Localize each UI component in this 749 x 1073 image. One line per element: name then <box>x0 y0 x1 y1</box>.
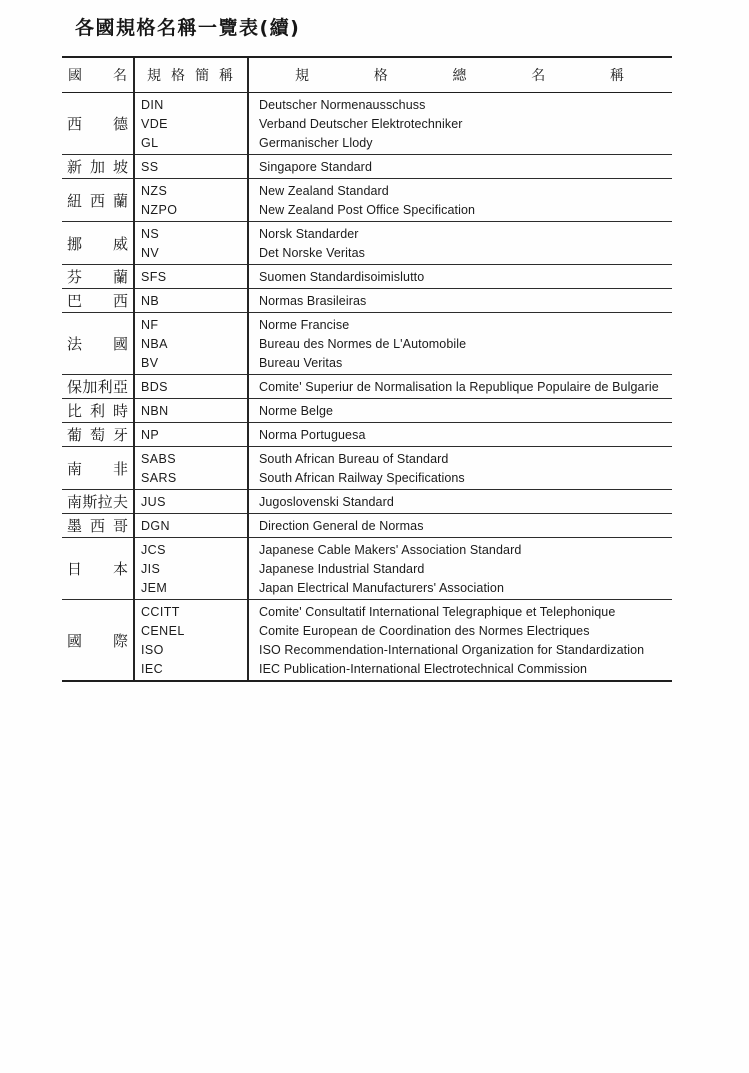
country-cell <box>62 93 133 154</box>
abbreviation-cell: JCS <box>141 542 166 557</box>
row-entries <box>133 155 672 178</box>
entry-line <box>133 377 672 396</box>
abbreviation-cell: JUS <box>141 494 166 509</box>
full-name-cell: Japanese Cable Makers' Association Standard <box>259 542 522 557</box>
abbreviation-cell: BDS <box>141 379 168 394</box>
column-divider-2 <box>247 58 249 680</box>
abbreviation-cell: NS <box>141 226 160 241</box>
table-row <box>62 538 672 600</box>
row-entries <box>133 289 672 312</box>
entry-line <box>133 133 672 152</box>
table-row <box>62 93 672 155</box>
entry-line <box>133 224 672 243</box>
country-cell <box>62 289 133 312</box>
abbreviation-cell: NBN <box>141 403 169 418</box>
table-header-row <box>62 58 672 93</box>
abbreviation-cell: NV <box>141 245 160 260</box>
table-row <box>62 447 672 490</box>
abbreviation-cell: NB <box>141 293 160 308</box>
entry-line <box>133 602 672 621</box>
table-row <box>62 179 672 222</box>
full-name-cell: Normas Brasileiras <box>259 293 367 308</box>
full-name-cell: IEC Publication-International Electrotechnical Commission <box>259 661 588 676</box>
full-name-cell: Japanese Industrial Standard <box>259 561 425 576</box>
country-cell <box>62 600 133 680</box>
entry-line <box>133 181 672 200</box>
row-entries <box>133 375 672 398</box>
entry-line <box>133 492 672 511</box>
row-entries <box>133 313 672 374</box>
full-name-cell: Norme Belge <box>259 403 334 418</box>
entry-line <box>133 578 672 597</box>
country-name: 法 國 <box>67 335 128 353</box>
table-row <box>62 399 672 423</box>
row-entries <box>133 423 672 446</box>
full-name-cell: Verband Deutscher Elektrotechniker <box>259 116 463 131</box>
abbreviation-cell: SS <box>141 159 159 174</box>
table-row <box>62 265 672 289</box>
full-name-cell: Suomen Standardisoimislutto <box>259 269 425 284</box>
entry-line <box>133 425 672 444</box>
entry-line <box>133 401 672 420</box>
table-row <box>62 423 672 447</box>
table-row <box>62 375 672 399</box>
full-name-cell: Comite' Consultatif International Telegraphique et Telephonique <box>259 604 616 619</box>
full-name-cell: ISO Recommendation-International Organization for Standardization <box>259 642 645 657</box>
country-cell <box>62 514 133 537</box>
entry-line <box>133 267 672 286</box>
full-name-cell: Deutscher Normenausschuss <box>259 97 426 112</box>
full-name-cell: Jugoslovenski Standard <box>259 494 394 509</box>
country-name: 比 利 時 <box>67 402 128 420</box>
country-name: 墨 西 哥 <box>67 517 128 535</box>
country-cell <box>62 155 133 178</box>
row-entries <box>133 265 672 288</box>
country-name: 紐 西 蘭 <box>67 191 128 210</box>
full-name-cell: Japan Electrical Manufacturers' Association <box>259 580 504 595</box>
abbreviation-cell: NZS <box>141 183 168 198</box>
entry-line <box>133 540 672 559</box>
table-body <box>62 93 672 680</box>
abbreviation-cell: NP <box>141 427 160 442</box>
abbreviation-cell: SFS <box>141 269 167 284</box>
country-name: 葡 萄 牙 <box>67 426 128 444</box>
country-name: 南 非 <box>67 459 128 478</box>
country-name: 挪 威 <box>67 234 128 253</box>
abbreviation-cell: CCITT <box>141 604 180 619</box>
standards-table <box>62 56 672 682</box>
country-name: 新 加 坡 <box>67 158 128 176</box>
country-cell <box>62 538 133 599</box>
country-cell <box>62 265 133 288</box>
row-entries <box>133 514 672 537</box>
full-name-cell: South African Railway Specifications <box>259 470 465 485</box>
country-name: 巴 西 <box>67 292 128 310</box>
abbreviation-cell: DGN <box>141 518 170 533</box>
entry-line <box>133 516 672 535</box>
entry-line <box>133 621 672 640</box>
abbreviation-cell: JEM <box>141 580 168 595</box>
country-cell <box>62 447 133 489</box>
table-row <box>62 222 672 265</box>
entry-line <box>133 468 672 487</box>
abbreviation-cell: VDE <box>141 116 168 131</box>
full-name-cell: South African Bureau of Standard <box>259 451 449 466</box>
abbreviation-cell: NBA <box>141 336 168 351</box>
full-name-cell: New Zealand Standard <box>259 183 389 198</box>
country-cell <box>62 399 133 422</box>
entry-line <box>133 449 672 468</box>
table-row <box>62 313 672 375</box>
country-cell <box>62 490 133 513</box>
abbreviation-cell: CENEL <box>141 623 185 638</box>
table-row <box>62 289 672 313</box>
column-divider-1 <box>133 58 135 680</box>
full-name-cell: Germanischer Llody <box>259 135 373 150</box>
full-name-cell: Norme Francise <box>259 317 350 332</box>
full-name-cell: Bureau Veritas <box>259 355 343 370</box>
country-name: 南斯拉夫 <box>67 493 128 511</box>
full-name-cell: Bureau des Normes de L'Automobile <box>259 336 467 351</box>
entry-line <box>133 353 672 372</box>
page-title: 各國規格名稱一覽表(續) <box>75 17 301 39</box>
country-name: 西 德 <box>67 115 128 133</box>
entry-line <box>133 659 672 678</box>
entry-line <box>133 157 672 176</box>
full-name-cell: Direction General de Normas <box>259 518 424 533</box>
abbreviation-cell: JIS <box>141 561 161 576</box>
full-name-cell: New Zealand Post Office Specification <box>259 202 476 217</box>
table-row <box>62 155 672 179</box>
country-cell <box>62 313 133 374</box>
row-entries <box>133 93 672 154</box>
abbreviation-cell: IEC <box>141 661 164 676</box>
full-name-cell: Norsk Standarder <box>259 226 359 241</box>
country-name: 日 本 <box>67 560 128 578</box>
country-cell <box>62 222 133 264</box>
entry-line <box>133 243 672 262</box>
abbreviation-cell: GL <box>141 135 159 150</box>
row-entries <box>133 447 672 489</box>
country-cell <box>62 423 133 446</box>
entry-line <box>133 559 672 578</box>
entry-line <box>133 640 672 659</box>
header-abbreviation: 規 格 簡 稱 <box>147 68 233 84</box>
full-name-cell: Norma Portuguesa <box>259 427 366 442</box>
row-entries <box>133 490 672 513</box>
abbreviation-cell: SABS <box>141 451 176 466</box>
abbreviation-cell: ISO <box>141 642 164 657</box>
country-name: 保加利亞 <box>67 378 128 396</box>
entry-line <box>133 200 672 219</box>
full-name-cell: Comite' Superiur de Normalisation la Republique Populaire de Bulgarie <box>259 379 659 394</box>
entry-line <box>133 315 672 334</box>
entry-line <box>133 114 672 133</box>
country-cell <box>62 179 133 221</box>
table-row <box>62 514 672 538</box>
country-name: 芬 蘭 <box>67 268 128 286</box>
header-full-name: 規 格 總 名 稱 <box>295 68 624 84</box>
full-name-cell: Det Norske Veritas <box>259 245 366 260</box>
header-country: 國 名 <box>68 68 127 84</box>
row-entries <box>133 222 672 264</box>
country-cell <box>62 375 133 398</box>
entry-line <box>133 291 672 310</box>
table-row <box>62 490 672 514</box>
entry-line <box>133 95 672 114</box>
row-entries <box>133 538 672 599</box>
country-name: 國 際 <box>67 631 128 650</box>
row-entries <box>133 179 672 221</box>
full-name-cell: Singapore Standard <box>259 159 372 174</box>
entry-line <box>133 334 672 353</box>
row-entries <box>133 399 672 422</box>
abbreviation-cell: BV <box>141 355 159 370</box>
row-entries <box>133 600 672 680</box>
abbreviation-cell: NF <box>141 317 159 332</box>
full-name-cell: Comite European de Coordination des Normes Electriques <box>259 623 590 638</box>
abbreviation-cell: DIN <box>141 97 164 112</box>
table-row <box>62 600 672 680</box>
abbreviation-cell: NZPO <box>141 202 178 217</box>
abbreviation-cell: SARS <box>141 470 177 485</box>
